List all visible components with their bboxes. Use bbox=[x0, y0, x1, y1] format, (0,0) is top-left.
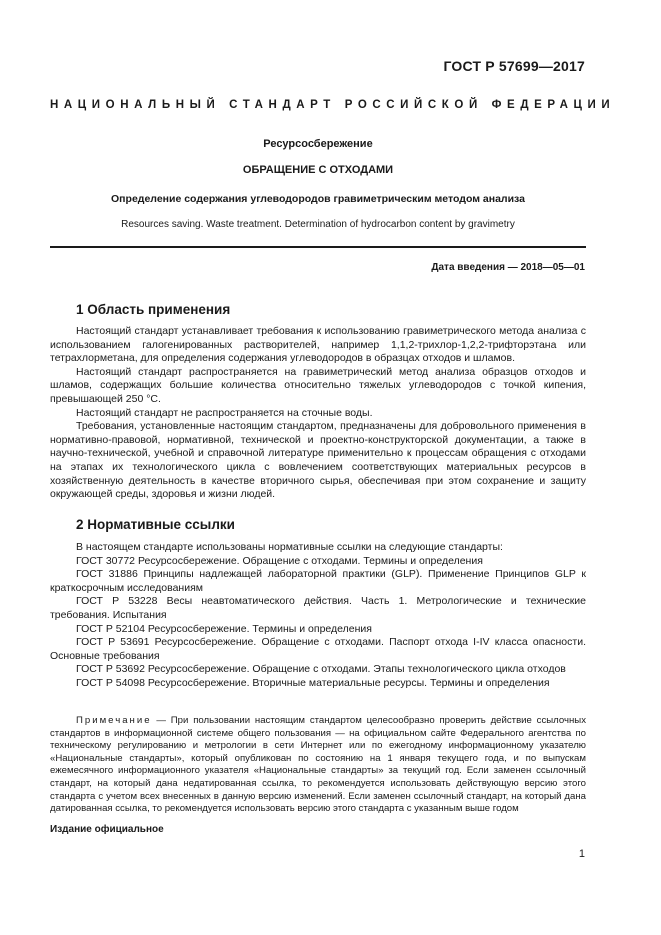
note-label: Примечание bbox=[76, 715, 152, 726]
paragraph: Настоящий стандарт устанавливает требования к использованию гравиметрического метода анализа с использованием галогенированных растворителей, например 1,1,2-трихлор-1,2,2-трифторэтана или тетрахлорметана, для определения содержания углеводородов в образцах отходов и шламов. bbox=[50, 325, 586, 365]
paragraph: Настоящий стандарт не распространяется на сточные воды. bbox=[76, 406, 373, 419]
section-1-title: 1 Область применения bbox=[76, 302, 231, 317]
note-paragraph bbox=[50, 715, 586, 816]
paragraph: Настоящий стандарт распространяется на гравиметрический метод анализа образцов отходов и шламов, содержащих большие количества относительно тяжелых углеводородов с точкой кипения, превышающей 250 °C. bbox=[50, 365, 586, 405]
reference-item: ГОСТ Р 53691 Ресурсосбережение. Обращение с отходами. Паспорт отхода I-IV класса опасности. Основные требования bbox=[50, 636, 586, 662]
title-line-3: Определение содержания углеводородов гравиметрическим методом анализа bbox=[111, 193, 525, 205]
section-2-body bbox=[50, 541, 586, 691]
gost-code: ГОСТ Р 57699—2017 bbox=[443, 58, 585, 74]
title-divider bbox=[50, 246, 586, 248]
reference-item: ГОСТ 31886 Принципы надлежащей лабораторной практики (GLP). Применение Принципов GLP к краткосрочным исследованиям bbox=[50, 568, 586, 594]
date-of-introduction: Дата введения — 2018—05—01 bbox=[431, 262, 585, 273]
paragraph: Требования, установленные настоящим стандартом, предназначены для добровольного применения в нормативно-правовой, нормативной, технической и проектно-конструкторской документации, а также в научно-технической, учебной и справочной литературе применительно к процессам обращения с отходами на этапах их технологического цикла с вовлечением соответствующих материальных ресурсов в хозяйственную деятельность в качестве вторичного сырья, обеспечивая при этом сохранение и защиту окружающей среды, здоровья и жизни людей. bbox=[50, 420, 586, 501]
reference-item: ГОСТ Р 53692 Ресурсосбережение. Обращение с отходами. Этапы технологического цикла отходов bbox=[76, 663, 566, 676]
title-line-2: ОБРАЩЕНИЕ С ОТХОДАМИ bbox=[242, 164, 394, 176]
paragraph: В настоящем стандарте использованы нормативные ссылки на следующие стандарты: bbox=[76, 541, 503, 553]
note-text: — При пользовании настоящим стандартом целесообразно проверить действие ссылочных стандартов в информационной системе общего пользования — на официальном сайте Федерального агентства по техническому регулированию и метрологии в сети Интернет или по ежегодному информационному указателю «Национальные стандарты», который опубликован по состоянию на 1 января текущего года, и по выпускам ежемесячного информационного указателя «Национальные стандарты» за текущий год. Если заменен ссылочный стандарт, на который дана недатированная ссылка, то рекомендуется использовать действующую версию этого стандарта с учетом всех внесенных в данную версию изменений. Если заменен ссылочный стандарт, на который дана датированная ссылка, то рекомендуется использовать версию этого стандарта с указанным выше годом bbox=[50, 715, 586, 815]
reference-item: ГОСТ Р 52104 Ресурсосбережение. Термины и определения bbox=[76, 622, 372, 635]
national-standard-heading: НАЦИОНАЛЬНЫЙ СТАНДАРТ РОССИЙСКОЙ ФЕДЕРАЦИИ bbox=[50, 99, 616, 111]
title-line-1: Ресурсосбережение bbox=[263, 138, 373, 150]
section-2-title: 2 Нормативные ссылки bbox=[76, 517, 235, 532]
page-number: 1 bbox=[578, 848, 585, 860]
reference-item: ГОСТ Р 54098 Ресурсосбережение. Вторичные материальные ресурсы. Термины и определения bbox=[76, 676, 550, 689]
section-1-body bbox=[50, 325, 586, 502]
title-english: Resources saving. Waste treatment. Determination of hydrocarbon content by gravimetry bbox=[121, 219, 515, 230]
official-edition-label: Издание официальное bbox=[50, 824, 164, 835]
reference-item: ГОСТ Р 53228 Весы неавтоматического действия. Часть 1. Метрологические и технические требования. Испытания bbox=[50, 595, 586, 621]
note-block bbox=[50, 715, 586, 816]
reference-item: ГОСТ 30772 Ресурсосбережение. Обращение с отходами. Термины и определения bbox=[76, 554, 483, 567]
